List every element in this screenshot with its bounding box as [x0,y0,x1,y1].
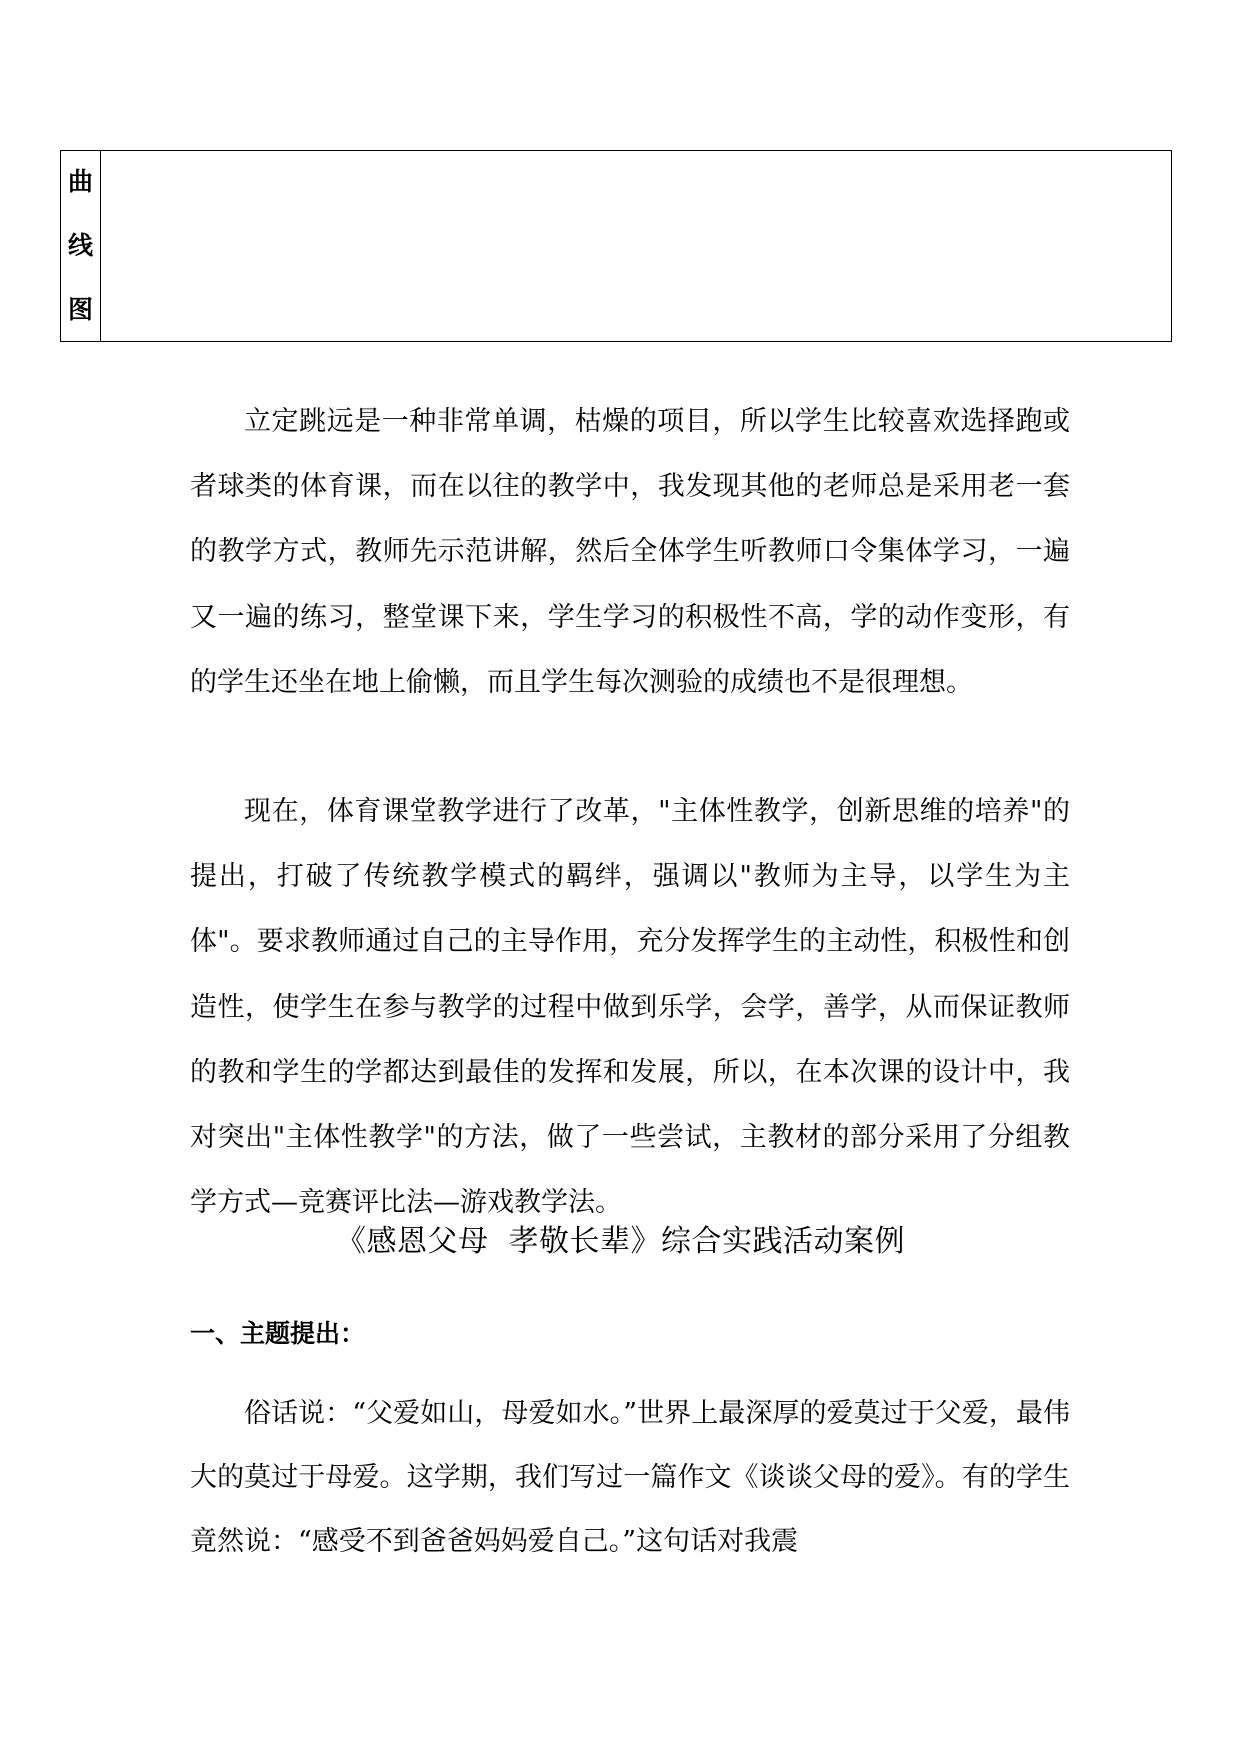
label-char-3: 图 [67,295,93,324]
section-heading-topic: 一、主题提出： [190,1319,366,1348]
paragraph-teaching-reform: 现在，体育课堂教学进行了改革，"主体性教学，创新思维的培养"的提出，打破了传统教学模式的羁绊，强调以"教师为主导，以学生为主体"。要求教师通过自己的主导作用，充分发挥学生的主动性，积极性和创造性，使学生在参与教学的过程中做到乐学，会学，善学，从而保证教师的教和学生的学都达到最佳的发挥和发展，所以，在本次课的设计中，我对突出"主体性教学"的方法，做了一些尝试，主教材的部分采用了分组教学方式—竞赛评比法—游戏教学法。 [190,796,1070,1219]
curve-chart-table [60,150,1172,342]
label-char-1: 曲 [67,167,93,196]
paragraph-topic-intro: 俗话说：“父爱如山，母爱如水。”世界上最深厚的爱莫过于父爱，最伟大的莫过于母爱。这学期，我们写过一篇作文《谈谈父母的爱》。有的学生竟然说：“感受不到爸爸妈妈爱自己。”这句话对我震 [190,1398,1070,1557]
paragraph-standing-long-jump: 立定跳远是一种非常单调，枯燥的项目，所以学生比较喜欢选择跑或者球类的体育课，而在以往的教学中，我发现其他的老师总是采用老一套的教学方式，教师先示范讲解，然后全体学生听教师口令集体学习，一遍又一遍的练习，整堂课下来，学生学习的积极性不高，学的动作变形，有的学生还坐在地上偷懒，而且学生每次测验的成绩也不是很理想。 [190,406,1070,698]
curve-chart-label [61,151,101,341]
label-char-2: 线 [67,231,93,260]
curve-chart-area [101,151,1171,341]
case-title: 《感恩父母 孝敬长辈》综合实践活动案例 [335,1224,906,1259]
